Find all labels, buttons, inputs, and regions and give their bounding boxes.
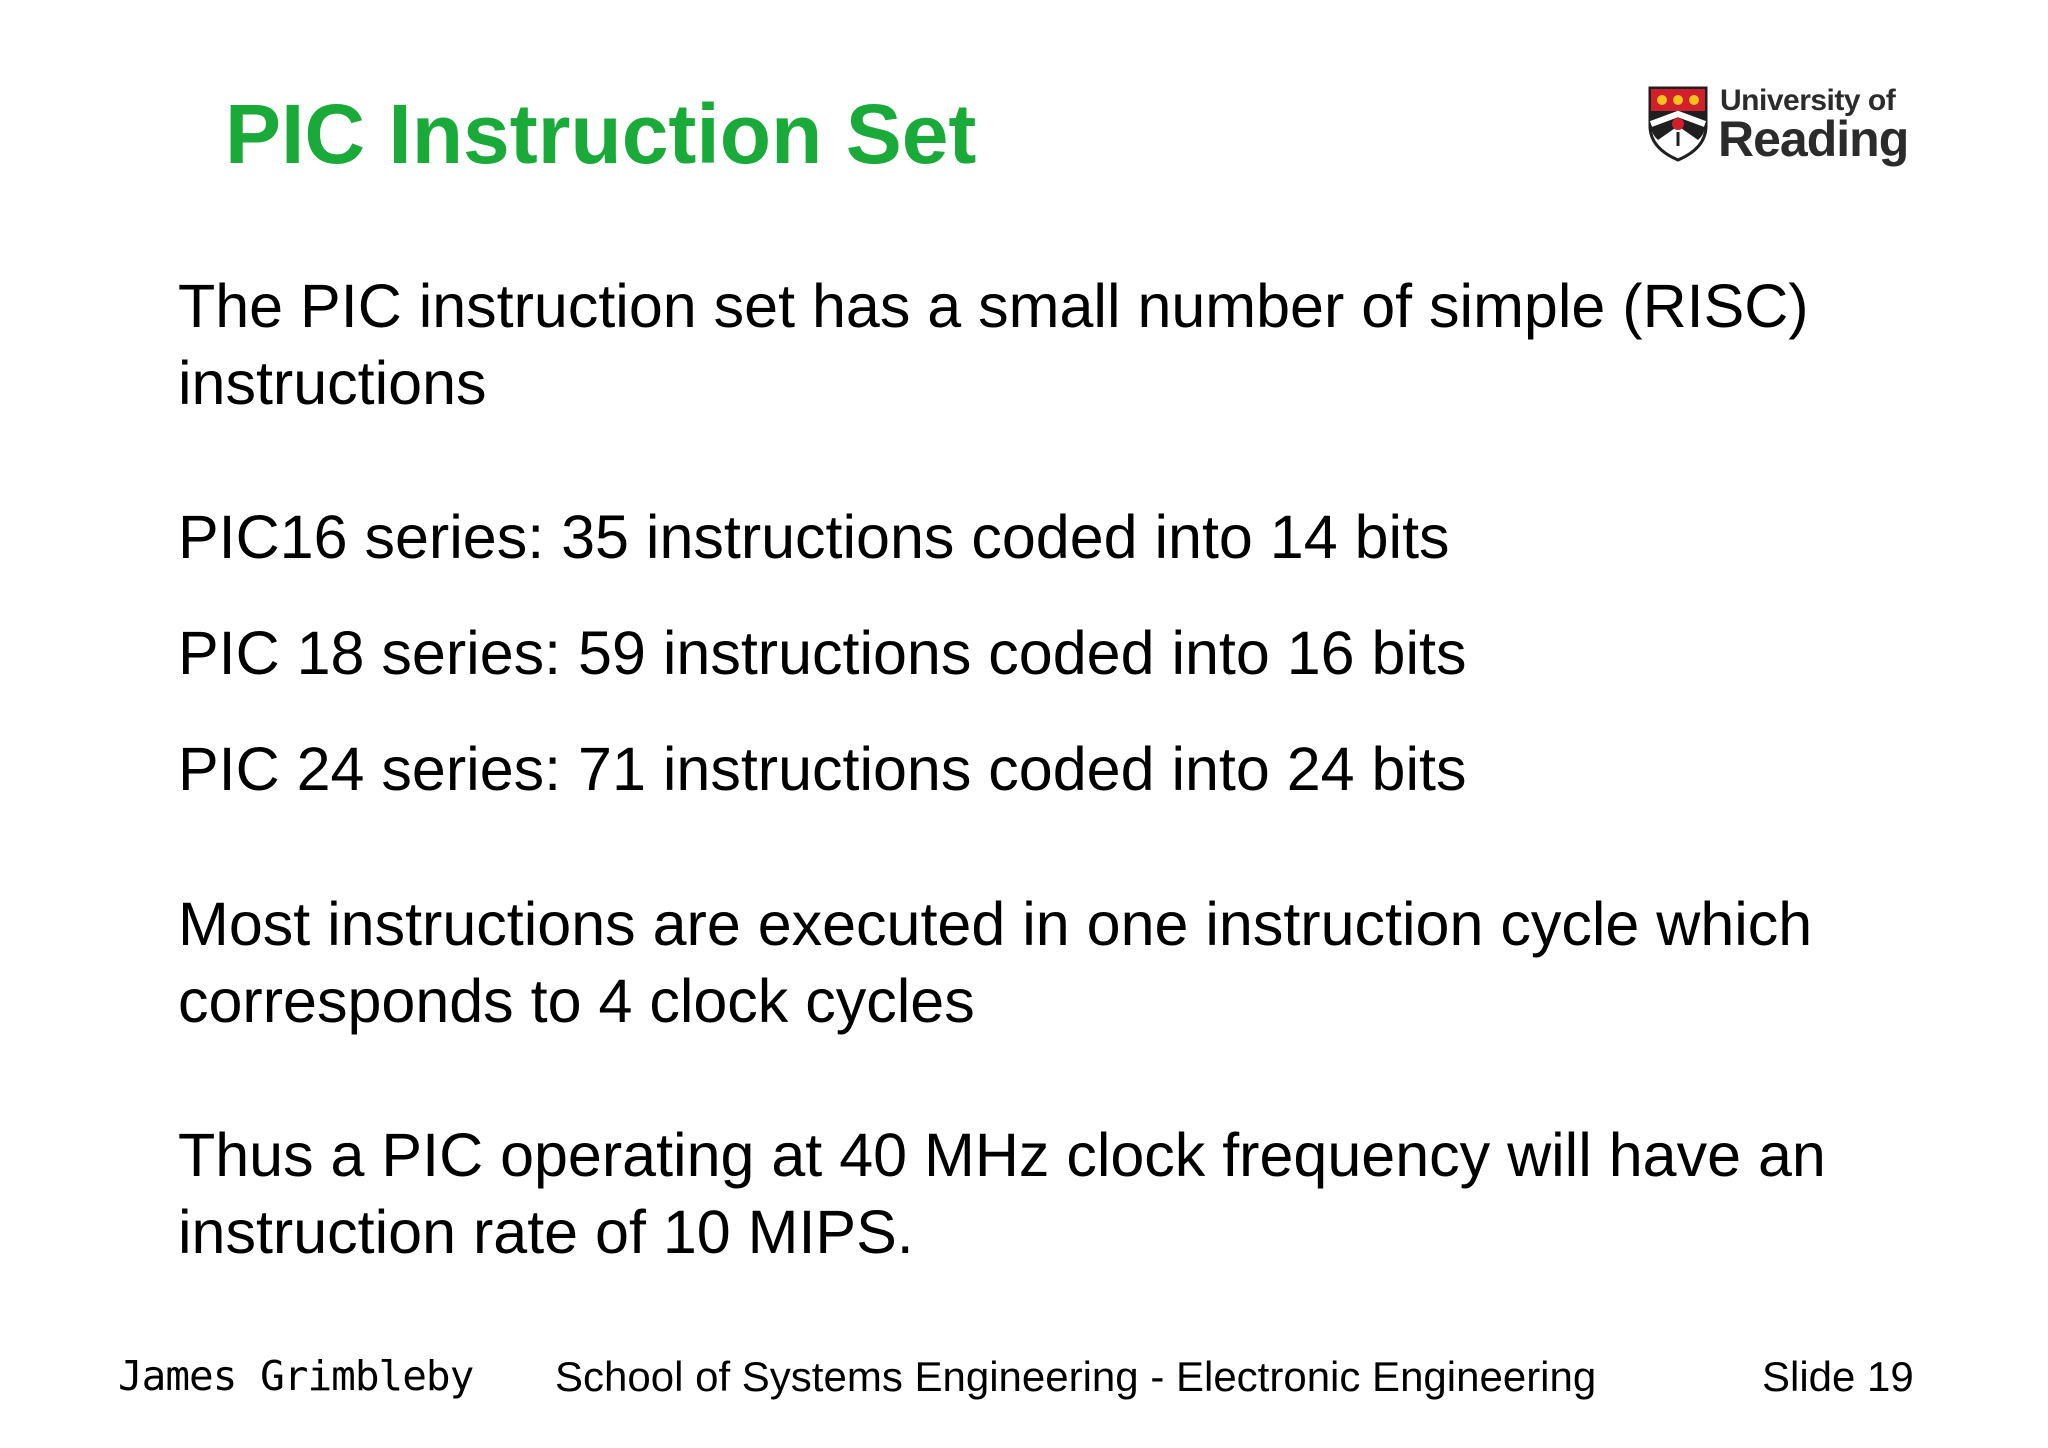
- footer-school: School of Systems Engineering - Electronic Engineering: [555, 1353, 1597, 1400]
- series-line-pic18: PIC 18 series: 59 instructions coded into 16 bits: [178, 619, 1467, 687]
- university-shield-icon: [1648, 86, 1708, 162]
- university-logo: [1648, 86, 1908, 166]
- rate-paragraph: Thus a PIC operating at 40 MHz clock frequency will have an instruction rate of 10 MIPS.: [178, 1121, 1826, 1266]
- footer-slide-number: Slide 19: [1762, 1353, 1914, 1400]
- footer-author: James Grimbleby: [118, 1352, 474, 1400]
- series-line-pic24: PIC 24 series: 71 instructions coded into 24 bits: [178, 735, 1467, 803]
- series-line-pic16: PIC16 series: 35 instructions coded into 14 bits: [178, 503, 1450, 571]
- intro-paragraph: The PIC instruction set has a small number of simple (RISC) instructions: [178, 272, 1809, 417]
- logo-text-top: University of: [1720, 84, 1896, 117]
- slide-body: [178, 268, 1938, 1271]
- cycle-paragraph: Most instructions are executed in one instruction cycle which corresponds to 4 clock cycles: [178, 890, 1813, 1035]
- logo-text-main: Reading: [1718, 111, 1909, 167]
- slide-title: PIC Instruction Set: [225, 87, 977, 181]
